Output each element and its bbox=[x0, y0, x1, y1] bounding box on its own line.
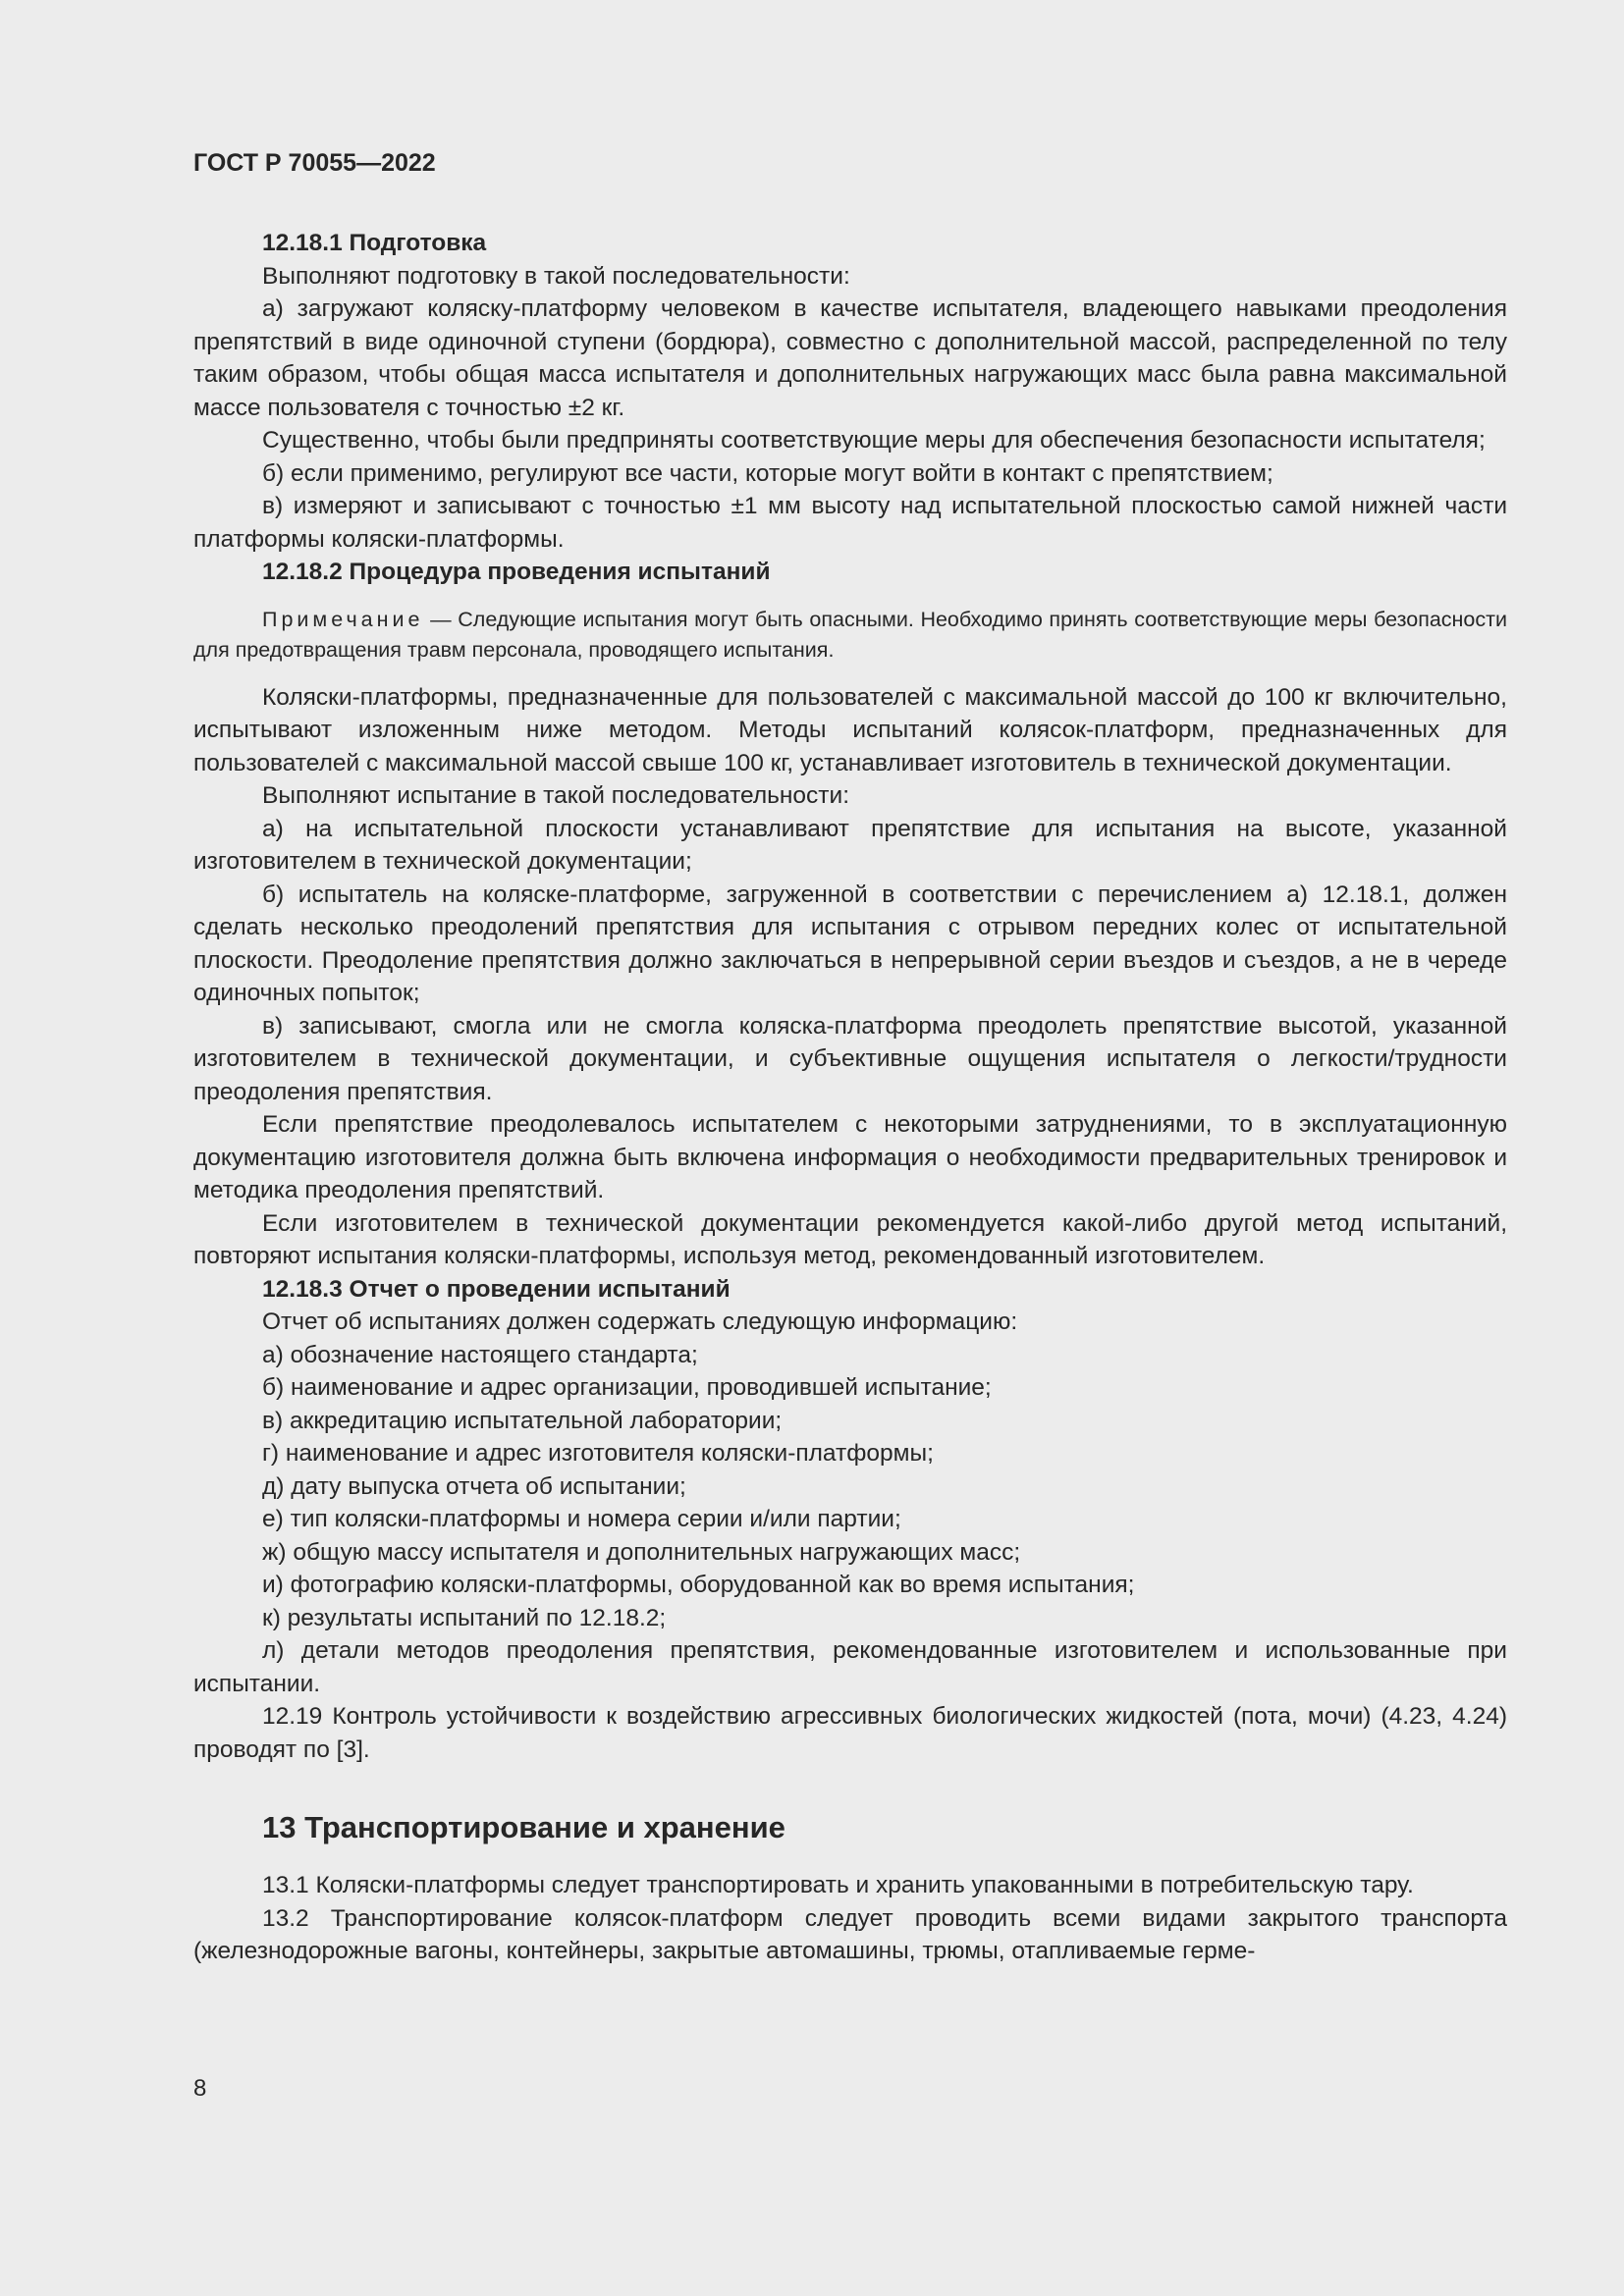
paragraph: Выполняют подготовку в такой последовательности: bbox=[262, 262, 850, 290]
paragraph-12-19: 12.19 Контроль устойчивости к воздействию агрессивных биологических жидкостей (пота, мочи) (4.23, 4.24) проводят по [3]. bbox=[193, 1703, 1507, 1763]
note-label: Примечание bbox=[262, 607, 424, 631]
list-item: и) фотографию коляски-платформы, оборудованной как во время испытания; bbox=[262, 1572, 1135, 1598]
list-item: в) записывают, смогла или не смогла коляска-платформа преодолеть препятствие высотой, указанной изготовителем в технической документации, и субъективные ощущения испытателя о легкости/трудности преодоления препятствия. bbox=[193, 1012, 1507, 1105]
list-item: г) наименование и адрес изготовителя коляски-платформы; bbox=[262, 1440, 934, 1467]
paragraph: Коляски-платформы, предназначенные для пользователей с максимальной массой до 100 кг включительно, испытывают изложенным ниже методом. Методы испытаний колясок-платформ, предназначенных для пользователей с максимальной массой свыше 100 кг, устанавливает изготовитель в технической документации. bbox=[193, 683, 1507, 776]
list-item: б) наименование и адрес организации, проводившей испытание; bbox=[262, 1374, 992, 1401]
page-body bbox=[193, 227, 1507, 1968]
note bbox=[193, 605, 1507, 666]
list-item: е) тип коляски-платформы и номера серии и/или партии; bbox=[262, 1506, 901, 1532]
section-heading-12-18-1: 12.18.1 Подготовка bbox=[262, 230, 487, 256]
note-text: — Следующие испытания могут быть опасными. Необходимо принять соответствующие меры безопасности для предотвращения травм персонала, проводящего испытания. bbox=[193, 607, 1507, 662]
list-item: д) дату выпуска отчета об испытании; bbox=[262, 1472, 686, 1500]
page-number: 8 bbox=[193, 2075, 207, 2102]
paragraph-13-1: 13.1 Коляски-платформы следует транспортировать и хранить упакованными в потребительскую тару. bbox=[262, 1872, 1414, 1898]
paragraph: Существенно, чтобы были предприняты соответствующие меры для обеспечения безопасности испытателя; bbox=[262, 427, 1486, 454]
paragraph: Отчет об испытаниях должен содержать следующую информацию: bbox=[262, 1308, 1018, 1335]
document-designation: ГОСТ Р 70055—2022 bbox=[193, 149, 436, 177]
list-item: а) обозначение настоящего стандарта; bbox=[262, 1341, 698, 1368]
list-item: к) результаты испытаний по 12.18.2; bbox=[262, 1604, 667, 1631]
section-heading-12-18-2: 12.18.2 Процедура проведения испытаний bbox=[262, 559, 771, 585]
list-item: в) измеряют и записывают с точностью ±1 мм высоту над испытательной плоскостью самой нижней части платформы коляски-платформы. bbox=[193, 493, 1507, 553]
paragraph-13-2: 13.2 Транспортирование колясок-платформ следует проводить всеми видами закрытого транспорта (железнодорожные вагоны, контейнеры, закрытые автомашины, трюмы, отапливаемые герме- bbox=[193, 1904, 1507, 1964]
section-heading-13: 13 Транспортирование и хранение bbox=[262, 1810, 785, 1844]
section-heading-12-18-3: 12.18.3 Отчет о проведении испытаний bbox=[262, 1275, 731, 1303]
paragraph: Выполняют испытание в такой последовательности: bbox=[262, 782, 850, 809]
list-item: а) загружают коляску-платформу человеком в качестве испытателя, владеющего навыками преодоления препятствий в виде одиночной ступени (бордюра), совместно с дополнительной массой, распределенной по телу таким образом, чтобы общая масса испытателя и дополнительных нагружающих масс была равна максимальной массе пользователя с точностью ±2 кг. bbox=[193, 295, 1507, 421]
list-item: л) детали методов преодоления препятствия, рекомендованные изготовителем и использованные при испытании. bbox=[193, 1637, 1507, 1697]
list-item: б) испытатель на коляске-платформе, загруженной в соответствии с перечислением а) 12.18.1, должен сделать несколько преодолений препятствия для испытания с отрывом передних колес от испытательной плоскости. Преодоление препятствия должно заключаться в непрерывной серии въездов и съездов, а не в череде одиночных попыток; bbox=[193, 881, 1507, 1006]
list-item: а) на испытательной плоскости устанавливают препятствие для испытания на высоте, указанной изготовителем в технической документации; bbox=[193, 815, 1507, 875]
paragraph: Если изготовителем в технической документации рекомендуется какой-либо другой метод испытаний, повторяют испытания коляски-платформы, используя метод, рекомендованный изготовителем. bbox=[193, 1209, 1507, 1269]
list-item: б) если применимо, регулируют все части, которые могут войти в контакт с препятствием; bbox=[262, 459, 1273, 487]
list-item: в) аккредитацию испытательной лаборатории; bbox=[262, 1407, 783, 1434]
paragraph: Если препятствие преодолевалось испытателем с некоторыми затруднениями, то в эксплуатационную документацию изготовителя должна быть включена информация о необходимости предварительных тренировок и методика преодоления препятствий. bbox=[193, 1111, 1507, 1203]
list-item: ж) общую массу испытателя и дополнительных нагружающих масс; bbox=[262, 1538, 1021, 1566]
